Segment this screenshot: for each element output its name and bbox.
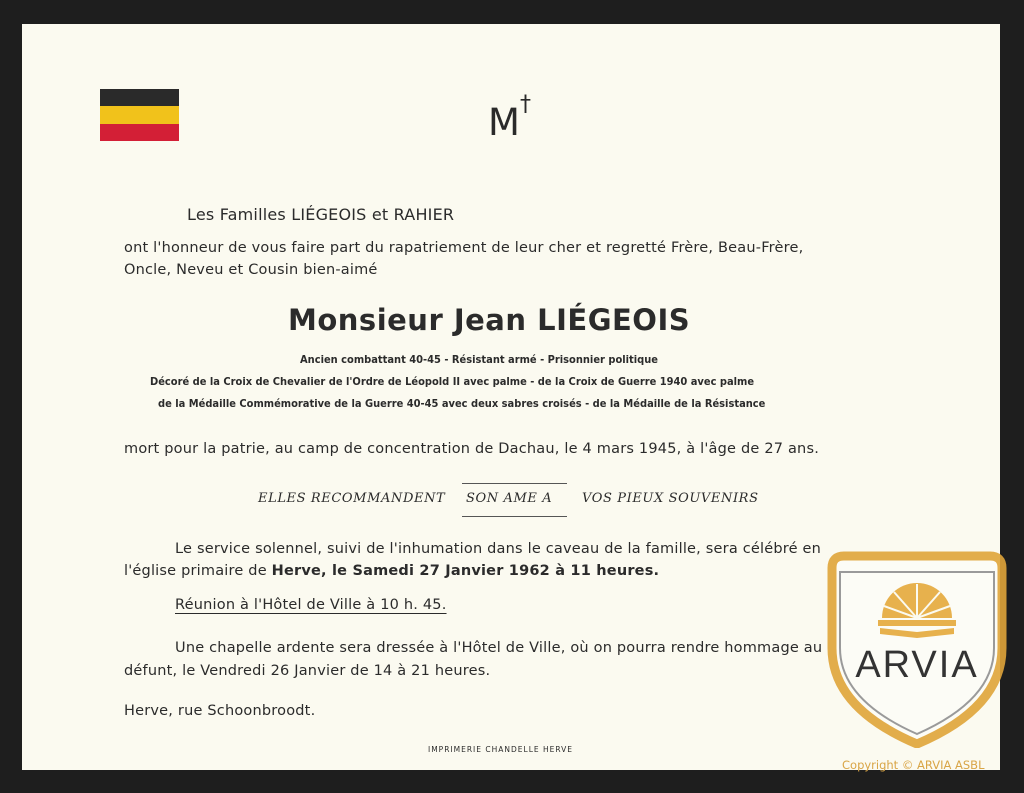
- header-mark: [488, 92, 531, 144]
- reunion-line: Réunion à l'Hôtel de Ville à 10 h. 45.: [175, 597, 447, 613]
- address-line: Herve, rue Schoonbroodt.: [124, 703, 316, 719]
- flag-red-band: [100, 124, 179, 141]
- recommend-part-3: VOS PIEUX SOUVENIRS: [582, 491, 759, 506]
- belgian-flag: [100, 89, 179, 141]
- recommend-part-2: SON AME A: [466, 491, 553, 506]
- title-line-3: de la Médaille Commémorative de la Guerre 40-45 avec deux sabres croisés - de la Médaille de la Résistance: [158, 397, 766, 410]
- flag-yellow-band: [100, 106, 179, 123]
- rule-top: [462, 483, 567, 484]
- printer-credit: IMPRIMERIE CHANDELLE HERVE: [428, 745, 574, 754]
- service-date: Herve, le Samedi 27 Janvier 1962 à 11 heures.: [271, 563, 660, 579]
- header-letter: M: [488, 101, 520, 144]
- title-line-2: Décoré de la Croix de Chevalier de l'Ordre de Léopold II avec palme - de la Croix de Guerre 1940 avec palme: [150, 375, 755, 388]
- death-line: mort pour la patrie, au camp de concentration de Dachau, le 4 mars 1945, à l'âge de 27 ans.: [124, 441, 820, 457]
- arvia-watermark: [822, 548, 1012, 748]
- rule-bottom: [462, 516, 567, 517]
- recommend-part-1: ELLES RECOMMANDENT: [258, 491, 446, 506]
- flag-black-band: [100, 89, 179, 106]
- intro-line-1: ont l'honneur de vous faire part du rapatriement de leur cher et regretté Frère, Beau-Frère,: [124, 240, 804, 256]
- deceased-name: Monsieur Jean LIÉGEOIS: [288, 303, 691, 337]
- watermark-text: ARVIA: [855, 644, 979, 686]
- chapelle-line-1: Une chapelle ardente sera dressée à l'Hôtel de Ville, où on pourra rendre hommage au: [175, 640, 823, 656]
- intro-line-2: Oncle, Neveu et Cousin bien-aimé: [124, 262, 378, 278]
- copyright-notice: Copyright © ARVIA ASBL: [842, 758, 985, 772]
- service-line-1: Le service solennel, suivi de l'inhumation dans le caveau de la famille, sera célébré en: [175, 541, 822, 557]
- chapelle-line-2: défunt, le Vendredi 26 Janvier de 14 à 21 heures.: [124, 663, 491, 679]
- title-line-1: Ancien combattant 40-45 - Résistant armé - Prisonnier politique: [300, 353, 658, 366]
- families-line: Les Familles LIÉGEOIS et RAHIER: [187, 205, 455, 224]
- service-line-2: [124, 563, 659, 579]
- service-line-2-prefix: l'église primaire de: [124, 563, 267, 579]
- cross-icon: †: [520, 92, 531, 117]
